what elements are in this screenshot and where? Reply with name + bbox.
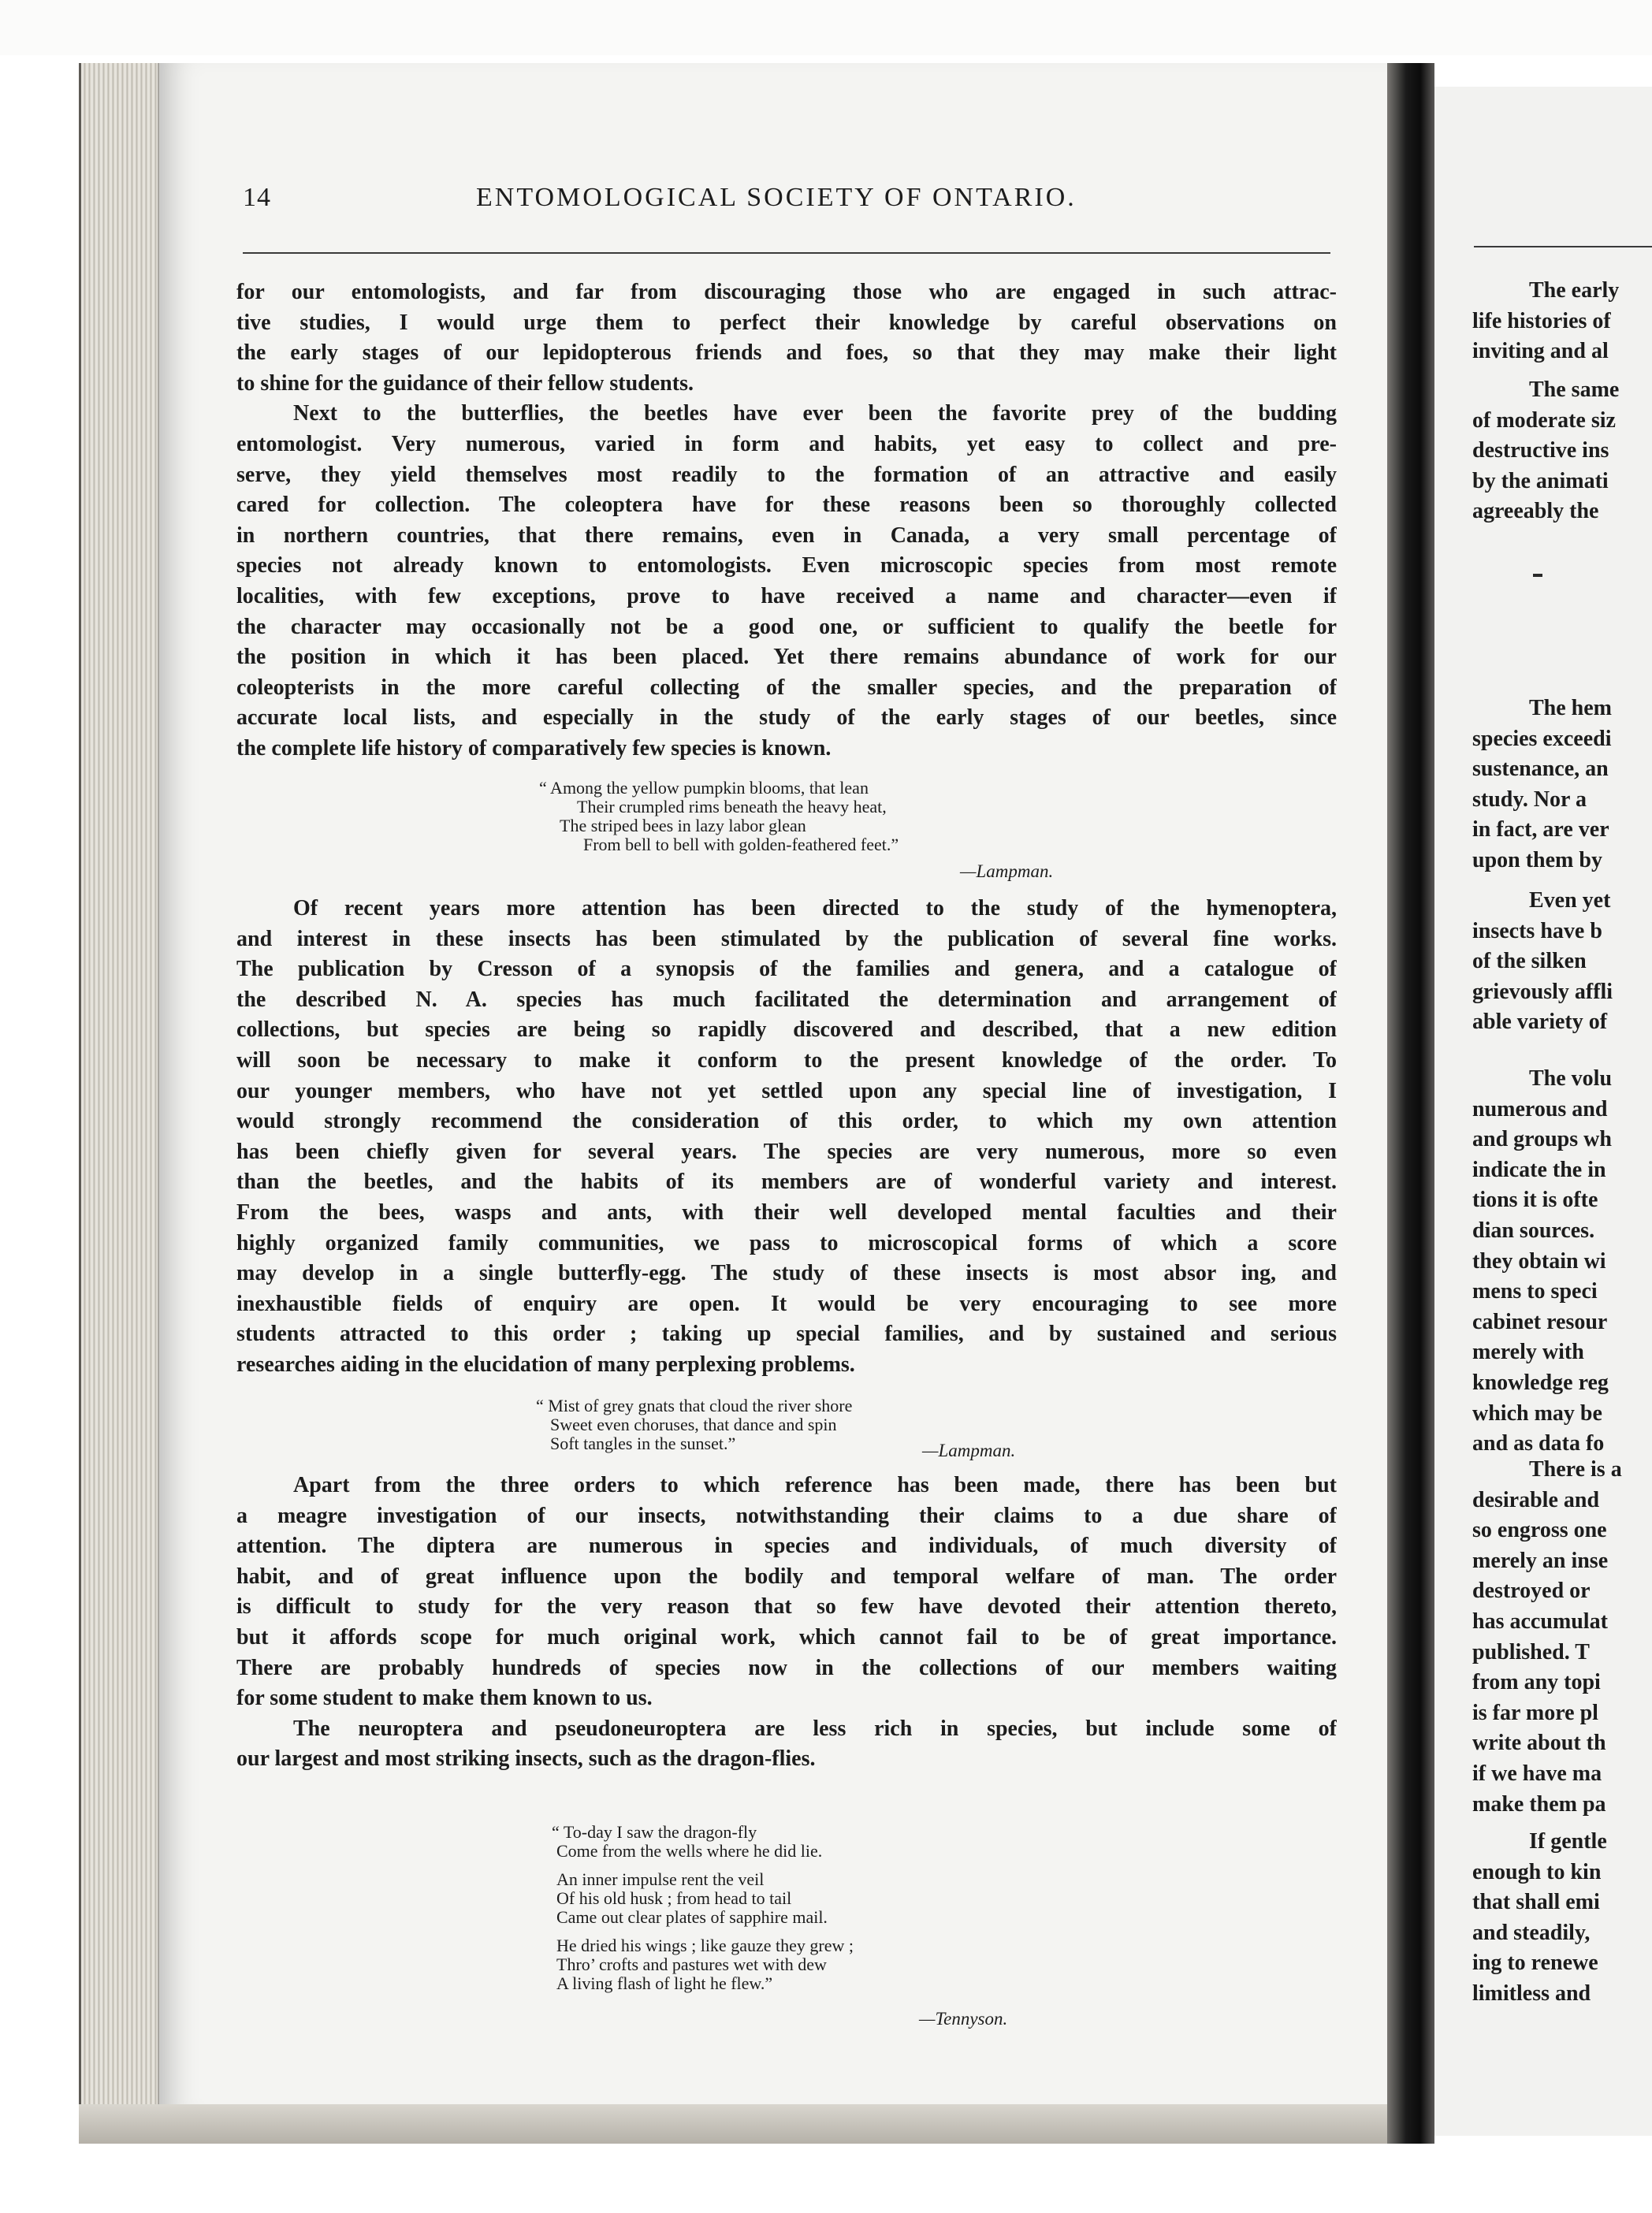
text-line: is difficult to study for the very reason that so few have devoted their attention thereto,	[236, 1594, 1337, 1620]
text-line: they obtain wi	[1472, 1248, 1606, 1274]
paragraph-1	[236, 277, 1337, 399]
poem-line: Their crumpled rims beneath the heavy heat,	[577, 797, 887, 816]
text-line: would strongly recommend the consideration of this order, to which my own attention	[236, 1109, 1337, 1134]
text-line: localities, with few exceptions, prove to have received a name and character—even if	[236, 583, 1337, 608]
text-line: mens to speci	[1472, 1279, 1598, 1304]
poem-line: A living flash of light he flew.”	[556, 1973, 773, 1993]
text-line: from any topi	[1472, 1670, 1601, 1695]
text-line: students attracted to this order ; taking up special families, and by sustained and serious	[236, 1322, 1337, 1347]
text-line: highly organized family communities, we pass to microscopical forms of which a score	[236, 1230, 1337, 1255]
text-line: The hem	[1529, 696, 1612, 720]
text-line: of moderate siz	[1472, 407, 1616, 433]
paragraph-3	[236, 894, 1337, 1381]
book-gutter	[1387, 63, 1434, 2144]
right-block-1	[1472, 276, 1652, 367]
text-line: to shine for the guidance of their fellow students.	[236, 370, 694, 396]
right-header-rule	[1474, 246, 1652, 247]
text-line: the character may occasionally not be a good one, or sufficient to qualify the beetle for	[236, 614, 1337, 639]
poem-line: An inner impulse rent the veil	[556, 1869, 765, 1889]
text-line: serve, they yield themselves most readily to the formation of an attractive and easily	[236, 462, 1337, 487]
text-line: accurate local lists, and especially in the study of the early stages of our beetles, since	[236, 705, 1337, 731]
text-line: the position in which it has been placed. Yet there remains abundance of work for our	[236, 645, 1337, 670]
poem-attribution: —Lampman.	[922, 1441, 1016, 1460]
text-line: life histories of	[1472, 308, 1611, 333]
text-line: habit, and of great influence upon the bodily and temporal welfare of man. The order	[236, 1564, 1337, 1589]
poem-attribution: —Lampman.	[960, 861, 1054, 881]
text-line: If gentle	[1529, 1829, 1607, 1854]
text-line: knowledge reg	[1472, 1370, 1609, 1395]
text-line: Apart from the three orders to which reference has been made, there has been but	[293, 1473, 1337, 1497]
text-line: is far more pl	[1472, 1700, 1598, 1725]
poem-line: Sweet even choruses, that dance and spin	[550, 1415, 837, 1434]
right-block-6	[1472, 1455, 1652, 1820]
text-line: cared for collection. The coleoptera have for these reasons been so thoroughly collected	[236, 493, 1337, 518]
right-block-7	[1472, 1827, 1652, 2010]
text-line: tive studies, I would urge them to perfect their knowledge by careful observations on	[236, 310, 1337, 335]
right-block-3	[1472, 694, 1652, 876]
text-line: the complete life history of comparatively few species is known.	[236, 735, 832, 761]
right-block-5	[1472, 1064, 1652, 1460]
text-line: our younger members, who have not yet settled upon any special line of investigation, I	[236, 1078, 1337, 1103]
book-bottom-edge	[79, 2104, 1387, 2144]
text-line: numerous and	[1472, 1096, 1608, 1121]
text-line: published. T	[1472, 1639, 1590, 1664]
page-number: 14	[243, 183, 271, 212]
text-line: species exceedi	[1472, 726, 1612, 751]
text-line: There are probably hundreds of species now in the collections of our members waiting	[236, 1655, 1337, 1680]
poem-line: From bell to bell with golden-feathered feet.”	[583, 835, 899, 854]
text-line: may develop in a single butterfly-egg. The study of these insects is most absor ing, and	[236, 1261, 1337, 1286]
text-line: species not already known to entomologists. Even microscopic species from most remote	[236, 553, 1337, 578]
text-line: The early	[1529, 278, 1620, 303]
text-line: sustenance, an	[1472, 757, 1609, 782]
text-line: The volu	[1529, 1066, 1613, 1091]
text-line: write about th	[1472, 1731, 1606, 1756]
text-line: destroyed or	[1472, 1579, 1591, 1604]
text-line: that shall emi	[1472, 1890, 1600, 1915]
text-line: upon them by	[1472, 847, 1602, 872]
right-block-4	[1472, 886, 1652, 1038]
text-line: From the bees, wasps and ants, with their well developed mental faculties and their	[236, 1199, 1337, 1225]
text-line: has been chiefly given for several years. The species are very numerous, more so even	[236, 1139, 1337, 1164]
header-rule	[243, 252, 1330, 254]
text-line: study. Nor a	[1472, 787, 1587, 812]
text-line: desirable and	[1472, 1487, 1600, 1512]
text-line: if we have ma	[1472, 1761, 1602, 1786]
poem-line: Soft tangles in the sunset.”	[550, 1434, 736, 1453]
poem-line: “ Mist of grey gnats that cloud the river shore	[536, 1396, 853, 1415]
text-line: merely an inse	[1472, 1548, 1609, 1573]
text-line: will soon be necessary to make it conform to the present knowledge of the order. To	[236, 1047, 1337, 1073]
text-line: limitless and	[1472, 1981, 1591, 2006]
scan-background	[0, 0, 1652, 55]
text-line: than the beetles, and the habits of its members are of wonderful variety and interest.	[236, 1170, 1337, 1195]
main-text-3	[236, 1471, 1337, 1775]
text-line: There is a	[1529, 1457, 1622, 1482]
paragraph-2	[236, 399, 1337, 764]
text-line: collections, but species are being so rapidly discovered and described, that a new edition	[236, 1017, 1337, 1043]
main-text-2	[236, 894, 1337, 1381]
text-line: The same	[1529, 378, 1620, 402]
text-line: our largest and most striking insects, such as the dragon-flies.	[236, 1746, 816, 1772]
running-head	[243, 183, 1340, 222]
text-line: and interest in these insects has been stimulated by the publication of several fine works.	[236, 926, 1337, 951]
text-line: inexhaustible fields of enquiry are open. It would be very encouraging to see more	[236, 1291, 1337, 1316]
paragraph-4	[236, 1471, 1337, 1714]
paragraph-5	[236, 1714, 1337, 1775]
text-line: entomologist. Very numerous, varied in form and habits, yet easy to collect and pre-	[236, 431, 1337, 456]
text-line: for some student to make them known to us.	[236, 1686, 653, 1711]
text-line: cabinet resour	[1472, 1309, 1608, 1334]
text-line: merely with	[1472, 1340, 1584, 1365]
section-dash	[1533, 574, 1542, 577]
running-title: ENTOMOLOGICAL SOCIETY OF ONTARIO.	[476, 183, 1077, 212]
text-line: which may be	[1472, 1400, 1602, 1426]
poem-lampman-1	[539, 779, 899, 854]
text-line: Next to the butterflies, the beetles have ever been the favorite prey of the budding	[293, 401, 1337, 426]
poem-attribution: —Tennyson.	[919, 2009, 1008, 2029]
poem-line: Came out clear plates of sapphire mail.	[556, 1907, 828, 1927]
text-line: and steadily,	[1472, 1920, 1591, 1945]
text-line: the described N. A. species has much facilitated the determination and arrangement of	[236, 987, 1337, 1012]
text-line: in fact, are ver	[1472, 817, 1609, 842]
text-line: researches aiding in the elucidation of many perplexing problems.	[236, 1352, 855, 1377]
poem-line: The striped bees in lazy labor glean	[560, 816, 806, 835]
text-line: for our entomologists, and far from discouraging those who are engaged in such attrac-	[236, 280, 1337, 304]
text-line: but it affords scope for much original work, which cannot fail to be of great importance.	[236, 1624, 1337, 1650]
poem-tennyson	[552, 1823, 854, 1993]
text-line: ing to renewe	[1472, 1951, 1598, 1976]
poem-line: He dried his wings ; like gauze they grew ;	[556, 1936, 854, 1955]
text-line: enough to kin	[1472, 1859, 1602, 1884]
text-line: The publication by Cresson of a synopsis of the families and genera, and a catalogue of	[236, 957, 1337, 982]
poem-line: Of his old husk ; from head to tail	[556, 1888, 792, 1908]
text-line: and as data fo	[1472, 1431, 1605, 1456]
text-line: attention. The diptera are numerous in species and individuals, of much diversity of	[236, 1534, 1337, 1559]
text-line: of the silken	[1472, 949, 1587, 974]
text-line: dian sources.	[1472, 1218, 1595, 1243]
text-line: in northern countries, that there remains, even in Canada, a very small percentage of	[236, 523, 1337, 548]
text-line: by the animati	[1472, 468, 1609, 493]
text-line: the early stages of our lepidopterous friends and foes, so that they may make their light	[236, 340, 1337, 366]
poem-line: Come from the wells where he did lie.	[556, 1841, 823, 1861]
text-line: and groups wh	[1472, 1127, 1612, 1152]
text-line: Even yet	[1529, 888, 1611, 913]
right-block-2	[1472, 375, 1652, 527]
text-line: The neuroptera and pseudoneuroptera are less rich in species, but include some of	[293, 1716, 1337, 1741]
text-line: so engross one	[1472, 1518, 1607, 1543]
text-line: a meagre investigation of our insects, notwithstanding their claims to a due share of	[236, 1503, 1337, 1528]
text-line: able variety of	[1472, 1010, 1608, 1035]
text-line: destructive ins	[1472, 438, 1609, 463]
text-line: insects have b	[1472, 918, 1602, 943]
text-line: Of recent years more attention has been directed to the study of the hymenoptera,	[293, 896, 1337, 921]
main-text	[236, 277, 1337, 764]
text-line: indicate the in	[1472, 1157, 1606, 1182]
poem-lampman-2	[536, 1397, 852, 1453]
text-line: has accumulat	[1472, 1609, 1608, 1634]
text-line: grievously affli	[1472, 979, 1613, 1004]
poem-line: Thro’ crofts and pastures wet with dew	[556, 1955, 827, 1974]
text-line: coleopterists in the more careful collecting of the smaller species, and the preparation of	[236, 675, 1337, 700]
text-line: make them pa	[1472, 1791, 1606, 1817]
text-line: agreeably the	[1472, 499, 1599, 524]
poem-line: “ To-day I saw the dragon-fly	[552, 1822, 757, 1842]
text-line: tions it is ofte	[1472, 1188, 1598, 1213]
poem-line: “ Among the yellow pumpkin blooms, that lean	[539, 778, 869, 798]
text-line: inviting and al	[1472, 339, 1609, 364]
